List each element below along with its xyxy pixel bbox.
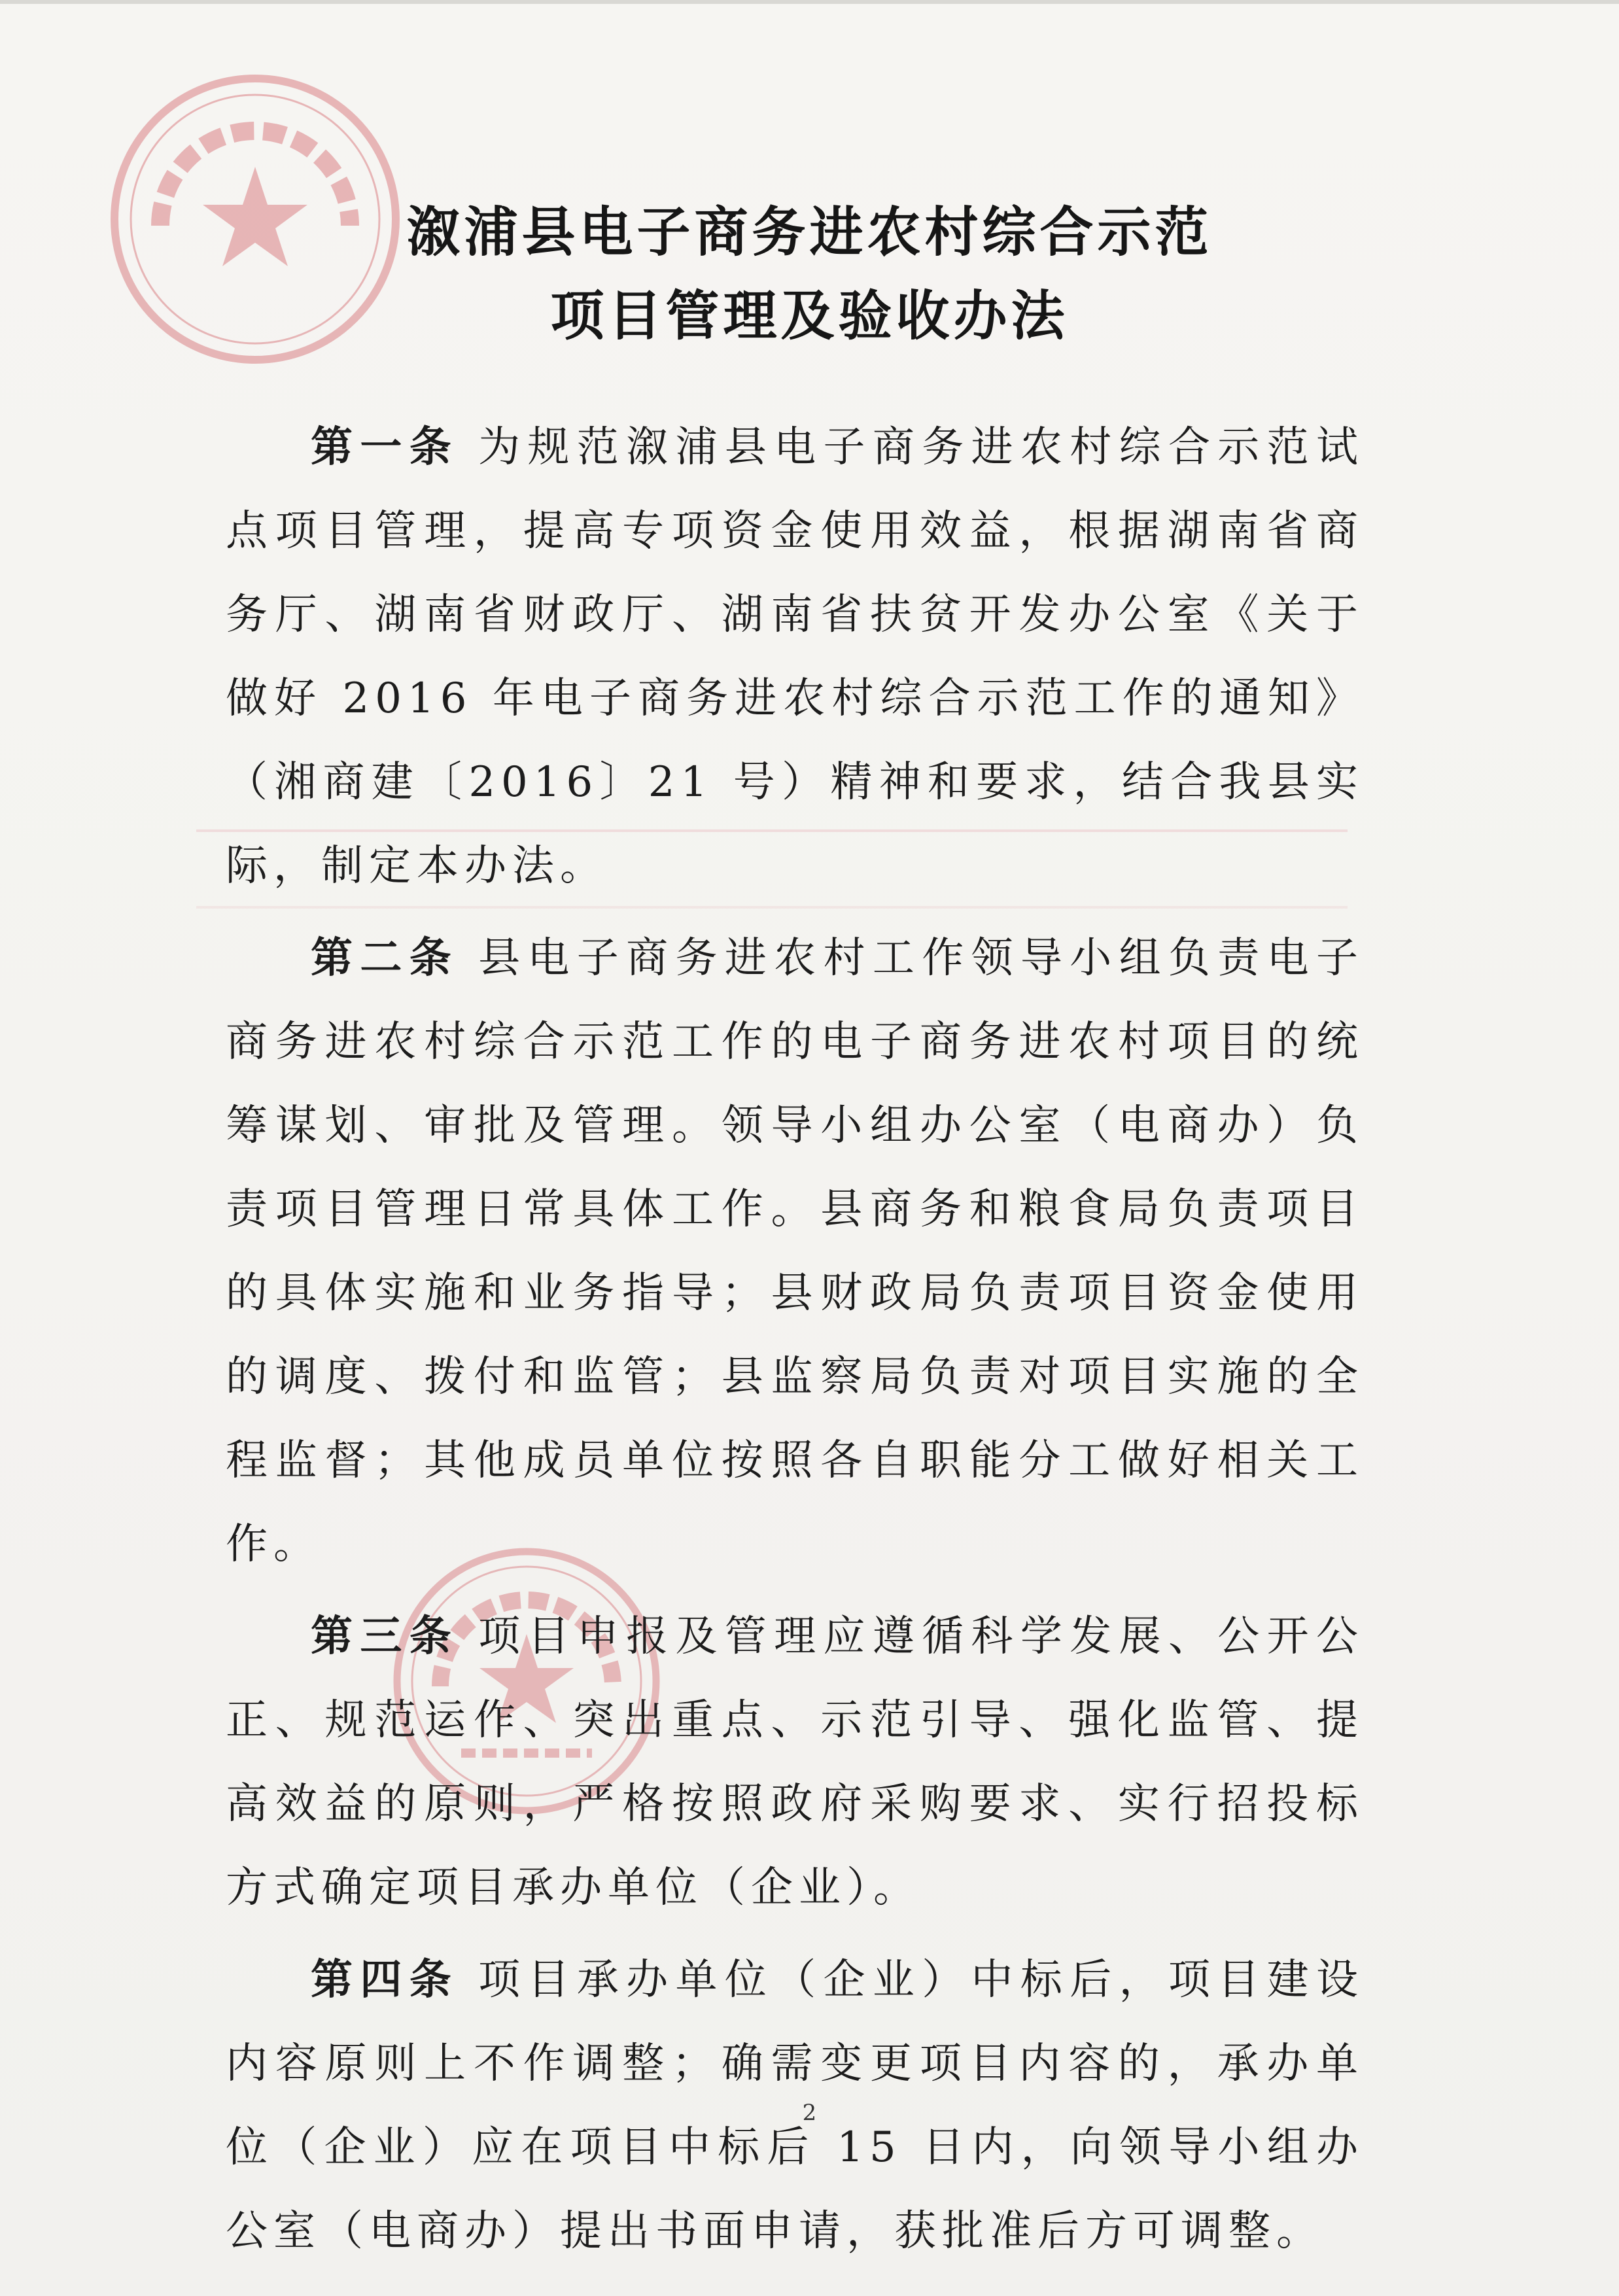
article-3-text: 项目申报及管理应遵循科学发展、公开公正、规范运作、突出重点、示范引导、强化监管、提高效益的原则，严格按照政府采购要求、实行招投标方式确定项目承办单位（企业）。 bbox=[226, 1612, 1365, 1912]
article-1 bbox=[226, 406, 1364, 908]
scan-edge bbox=[0, 0, 1619, 4]
page-number: 2 bbox=[802, 2100, 817, 2126]
article-2-label: 第二条 bbox=[311, 934, 459, 983]
article-3-label: 第三条 bbox=[311, 1612, 459, 1661]
document-body bbox=[226, 406, 1364, 2282]
article-1-label: 第一条 bbox=[311, 423, 459, 472]
article-2 bbox=[226, 916, 1364, 1586]
document-title-line-1: 溆浦县电子商务进农村综合示范 bbox=[406, 201, 1213, 264]
article-4-label: 第四条 bbox=[311, 1956, 459, 2004]
document-title-line-2: 项目管理及验收办法 bbox=[550, 285, 1069, 347]
article-4-text: 项目承办单位（企业）中标后，项目建设内容原则上不作调整；确需变更项目内容的，承办单位（企业）应在项目中标后 15 日内，向领导小组办公室（电商办）提出书面申请，获批准后方可调整。 bbox=[226, 1956, 1365, 2255]
article-3 bbox=[226, 1595, 1364, 1930]
article-1-text: 为规范溆浦县电子商务进农村综合示范试点项目管理，提高专项资金使用效益，根据湖南省商务厅、湖南省财政厅、湖南省扶贫开发办公室《关于做好 2016 年电子商务进农村综合示范工作的通知》（湘商建〔2016〕21 号）精神和要求，结合我县实际，制定本办法。 bbox=[226, 423, 1365, 890]
article-2-text: 县电子商务进农村工作领导小组负责电子商务进农村综合示范工作的电子商务进农村项目的统筹谋划、审批及管理。领导小组办公室（电商办）负责项目管理日常具体工作。县商务和粮食局负责项目的具体实施和业务指导；县财政局负责项目资金使用的调度、拨付和监管；县监察局负责对项目实施的全程监督；其他成员单位按照各自职能分工做好相关工作。 bbox=[226, 934, 1365, 1569]
